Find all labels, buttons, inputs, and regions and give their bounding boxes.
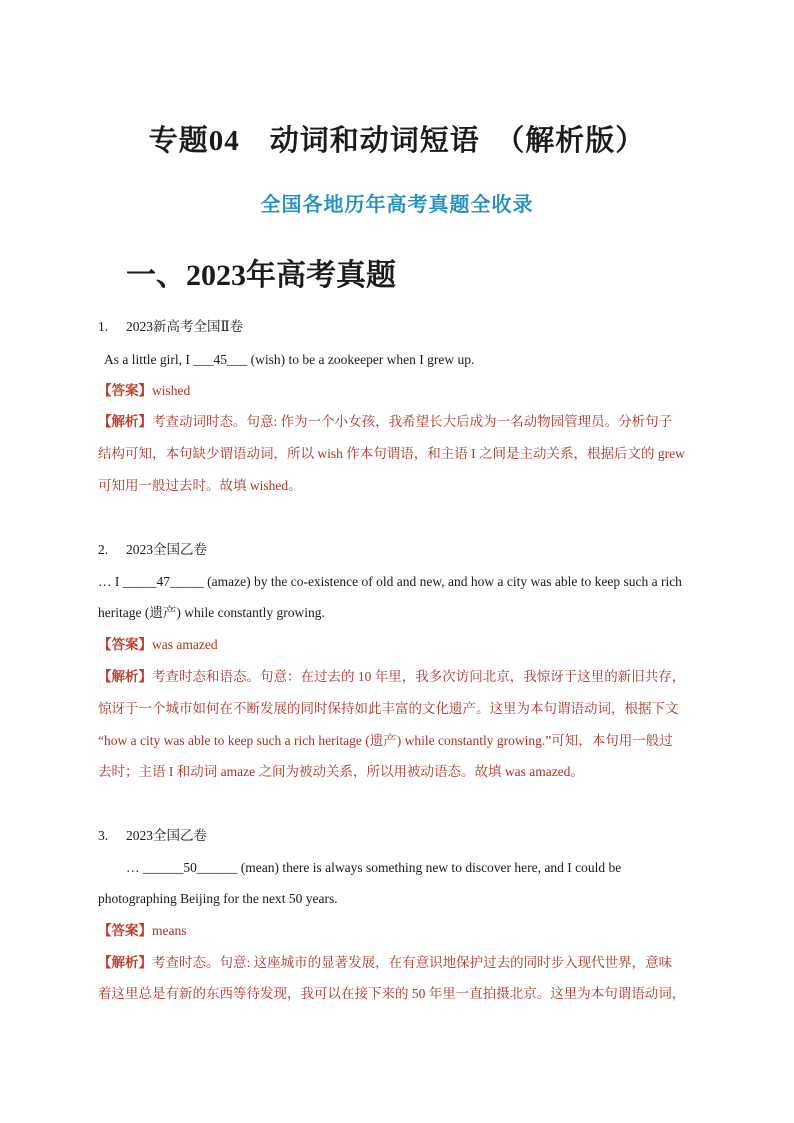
q2-source: 2023全国乙卷 (126, 542, 207, 557)
q1-explanation-line3: 可知用一般过去时。故填 wished。 (98, 478, 302, 493)
q3-number: 3. (98, 828, 109, 843)
q2-explanation-line1 (98, 668, 685, 686)
q3-sentence-start: … (126, 860, 143, 875)
q2-explanation-line3: “how a city was able to keep such a rich heritage (遗产) while constantly growing.”可知，本句用一般过 (98, 733, 673, 748)
section-heading: 一、2023年高考真题 (126, 259, 396, 292)
q2-number: 2. (98, 542, 109, 557)
q1-explanation-line1 (98, 413, 672, 431)
q2-header (98, 541, 207, 559)
q1-explanation-text1: 考查动词时态。句意: 作为一个小女孩，我希望长大后成为一名动物园管理员。分析句子 (152, 414, 673, 429)
q2-answer (98, 636, 218, 654)
q3-answer (98, 922, 187, 940)
answer-tag: 【答案】 (98, 383, 152, 398)
q1-sentence-end: (wish) to be a zookeeper when I grew up. (247, 352, 475, 367)
page-subtitle: 全国各地历年高考真题全收录 (260, 194, 534, 216)
page-title: 专题04 动词和动词短语 （解析版） (148, 125, 646, 157)
q2-sentence-end: (amaze) by the co-existence of old and new, and how a city was able to keep such a rich (203, 574, 682, 589)
q3-sentence-end: (mean) there is always something new to discover here, and I could be (237, 860, 622, 875)
q2-explanation-line4: 去时；主语 I 和动词 amaze 之间为被动关系，所以用被动语态。故填 was amazed。 (98, 764, 584, 779)
answer-tag: 【答案】 (98, 923, 152, 938)
explanation-tag: 【解析】 (98, 669, 152, 684)
q3-explanation-line2: 着这里总是有新的东西等待发现，我可以在接下来的 50 年里一直拍摄北京。这里为本句谓语动词， (98, 986, 686, 1001)
q1-number: 1. (98, 319, 109, 334)
answer-tag: 【答案】 (98, 637, 152, 652)
q1-blank: ___45___ (193, 352, 248, 367)
q2-sentence-start: … I (98, 574, 123, 589)
q3-explanation-text1: 考查时态。句意: 这座城市的显著发展，在有意识地保护过去的同时步入现代世界，意味 (152, 955, 673, 970)
q1-header (98, 318, 243, 336)
q1-sentence (104, 351, 474, 369)
q3-sentence-line2: photographing Beijing for the next 50 years. (98, 891, 338, 906)
q3-blank: ______50______ (142, 860, 238, 875)
q2-blank: _____47_____ (122, 574, 204, 589)
q3-sentence-line1 (126, 859, 621, 877)
q3-source: 2023全国乙卷 (126, 828, 207, 843)
q1-sentence-start: As a little girl, I (104, 352, 194, 367)
q3-explanation-line1 (98, 954, 672, 972)
q3-header (98, 827, 207, 845)
q1-answer (98, 382, 190, 400)
q2-explanation-text1: 考查时态和语态。句意：在过去的 10 年里，我多次访问北京，我惊讶于这里的新旧共存， (152, 669, 686, 684)
q3-answer-value: means (152, 923, 187, 938)
q1-source: 2023新高考全国Ⅱ卷 (126, 319, 244, 334)
q2-explanation-line2: 惊讶于一个城市如何在不断发展的同时保持如此丰富的文化遗产。这里为本句谓语动词，根据下文 (98, 701, 679, 716)
q1-answer-value: wished (152, 383, 191, 398)
explanation-tag: 【解析】 (98, 414, 152, 429)
explanation-tag: 【解析】 (98, 955, 152, 970)
q2-sentence-line1 (98, 573, 682, 591)
q2-answer-value: was amazed (152, 637, 218, 652)
q1-explanation-line2: 结构可知，本句缺少谓语动词，所以 wish 作本句谓语，和主语 I 之间是主动关系，根据后文的 grew (98, 446, 685, 461)
q2-sentence-line2: heritage (遗产) while constantly growing. (98, 605, 325, 620)
